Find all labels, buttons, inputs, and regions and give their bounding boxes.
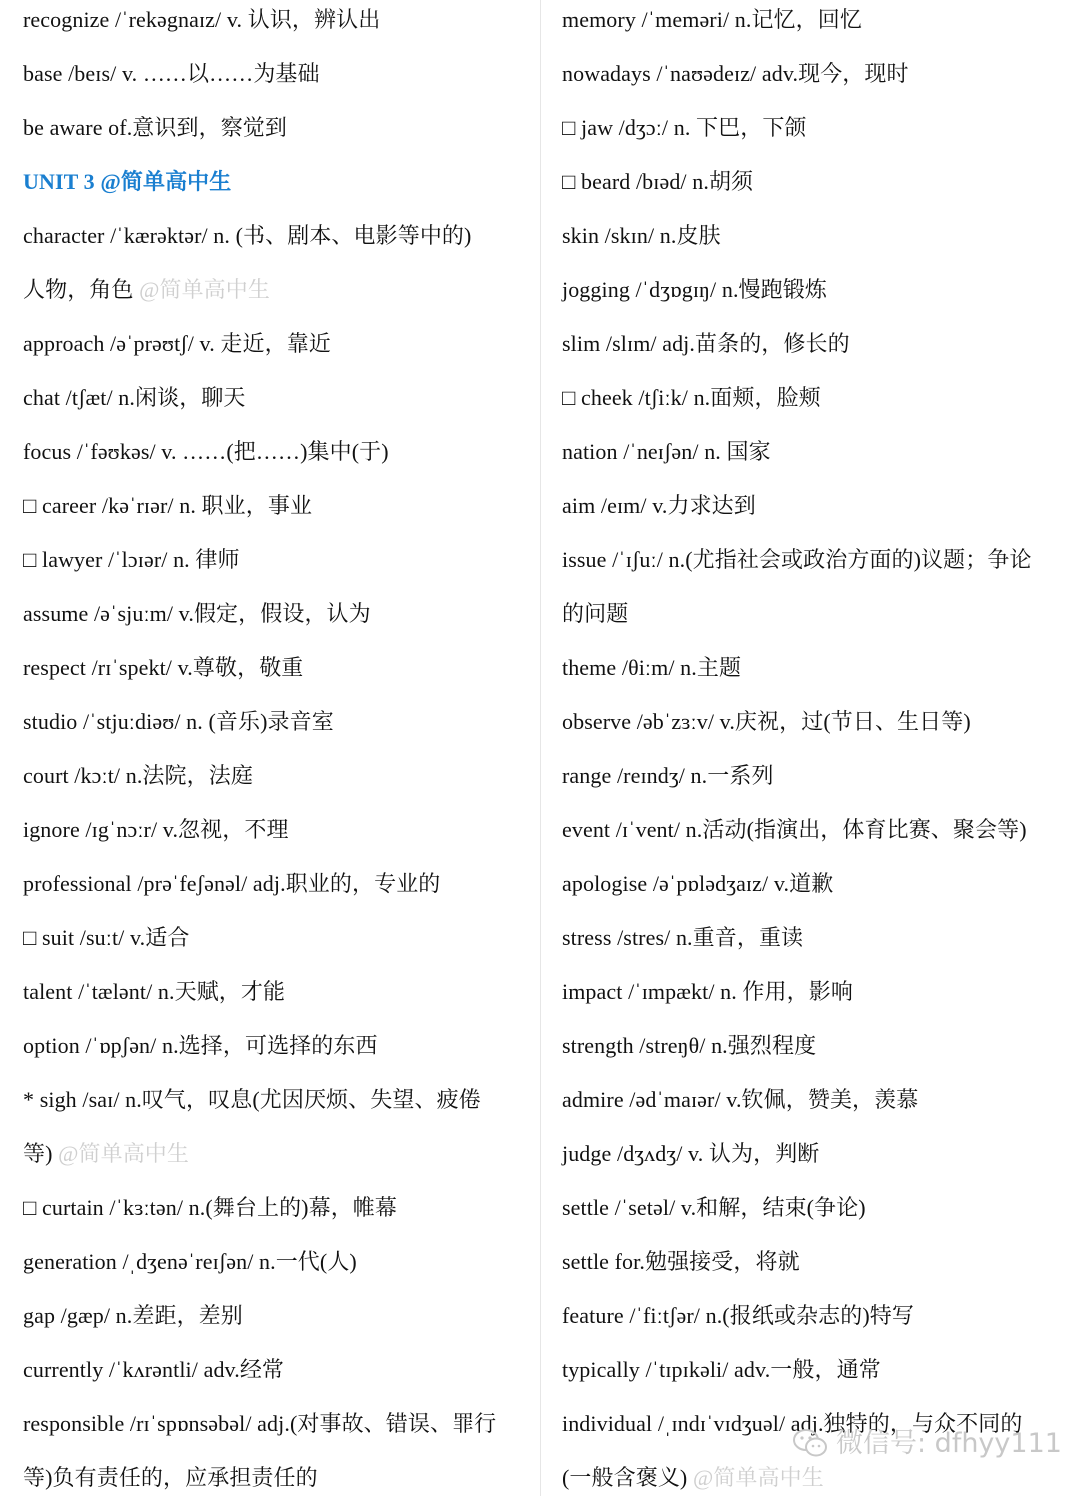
vocab-entry (23, 1188, 397, 1228)
vocab-entry-text: issue /ˈɪʃuː/ n.(尤指社会或政治方面的)议题；争论 (562, 547, 1032, 572)
vocab-entry-text: approach /əˈprəʊtʃ/ v. 走近，靠近 (23, 331, 331, 356)
vocab-entry (23, 1080, 481, 1120)
vocab-entry (562, 810, 1027, 850)
vocab-entry-text: base /beɪs/ v. ……以……为基础 (23, 61, 320, 86)
vocab-entry (562, 162, 753, 202)
vocab-entry (23, 1350, 284, 1390)
vocab-entry (562, 0, 862, 40)
vocab-entry (23, 540, 240, 580)
vocab-entry-text: feature /ˈfiːtʃər/ n.(报纸或杂志的)特写 (562, 1303, 914, 1328)
vocab-entry (562, 432, 771, 472)
vocab-entry-text: event /ɪˈvent/ n.活动(指演出，体育比赛、聚会等) (562, 817, 1027, 842)
vocab-entry (562, 1458, 824, 1498)
vocab-entry-text: □ lawyer /ˈlɔɪər/ n. 律师 (23, 547, 240, 572)
vocab-entry (23, 432, 389, 472)
vocab-entry-text: □ jaw /dʒɔː/ n. 下巴，下颌 (562, 115, 807, 140)
vocab-entry-text: stress /stres/ n.重音，重读 (562, 925, 804, 950)
vocab-entry (562, 378, 821, 418)
vocab-entry (23, 486, 312, 526)
vocab-entry (562, 972, 853, 1012)
vocab-entry-text: recognize /ˈrekəgnaɪz/ v. 认识，辨认出 (23, 7, 381, 32)
vocab-entry (23, 54, 320, 94)
vocab-entry (23, 1026, 378, 1066)
vocab-entry (23, 216, 471, 256)
column-divider (540, 0, 541, 1496)
vocab-entry (23, 270, 270, 310)
vocab-entry-text: admire /ədˈmaɪər/ v.钦佩，赞美，羡慕 (562, 1087, 919, 1112)
vocab-entry-text: 的问题 (562, 601, 629, 626)
vocab-entry (562, 1350, 881, 1390)
vocab-entry-text: □ career /kəˈrɪər/ n. 职业，事业 (23, 493, 313, 518)
watermark-text: @简单高中生 (58, 1141, 190, 1166)
vocab-entry (562, 1134, 819, 1174)
vocab-entry (23, 0, 380, 40)
vocab-entry-text: apologise /əˈpɒlədʒaɪz/ v.道歉 (562, 871, 834, 896)
vocab-entry (23, 918, 189, 958)
vocab-entry-text: be aware of.意识到，察觉到 (23, 115, 287, 140)
wechat-watermark (792, 1422, 1062, 1466)
vocab-entry-text: judge /dʒʌdʒ/ v. 认为，判断 (562, 1141, 820, 1166)
vocab-entry (23, 648, 303, 688)
vocab-entry (23, 378, 246, 418)
vocab-entry (23, 1134, 189, 1174)
vocab-entry-text: □ curtain /ˈkɜːtən/ n.(舞台上的)幕，帷幕 (23, 1195, 397, 1220)
vocab-entry-text: strength /streŋθ/ n.强烈程度 (562, 1033, 817, 1058)
vocab-entry-text: * sigh /saɪ/ n.叹气，叹息(尤因厌烦、失望、疲倦 (23, 1087, 481, 1112)
vocab-entry-text: typically /ˈtɪpɪkəli/ adv.一般，通常 (562, 1357, 881, 1382)
vocab-entry-text: slim /slɪm/ adj.苗条的，修长的 (562, 331, 850, 356)
watermark-text: @简单高中生 (692, 1465, 824, 1490)
vocab-entry (562, 594, 628, 634)
vocab-entry (23, 972, 285, 1012)
vocab-entry-text: observe /əbˈzɜːv/ v.庆祝，过(节日、生日等) (562, 709, 971, 734)
vocab-entry (23, 1458, 318, 1498)
vocab-entry (562, 1188, 866, 1228)
vocab-entry (562, 270, 827, 310)
vocab-entry-text: impact /ˈɪmpækt/ n. 作用，影响 (562, 979, 853, 1004)
vocab-entry-text: ignore /ɪgˈnɔːr/ v.忽视，不理 (23, 817, 289, 842)
vocab-entry-text: jogging /ˈdʒɒgɪŋ/ n.慢跑锻炼 (562, 277, 827, 302)
vocab-entry (562, 1026, 816, 1066)
vocab-entry (23, 108, 287, 148)
vocab-entry (23, 1242, 357, 1282)
vocab-entry-text: responsible /rɪˈspɒnsəbəl/ adj.(对事故、错误、罪行 (23, 1411, 497, 1436)
vocab-entry (23, 810, 289, 850)
vocab-entry-text: settle /ˈsetəl/ v.和解，结束(争论) (562, 1195, 866, 1220)
vocab-entry-text: currently /ˈkʌrəntli/ adv.经常 (23, 1357, 285, 1382)
vocab-entry-text: nowadays /ˈnaʊədeɪz/ adv.现今，现时 (562, 61, 909, 86)
vocab-entry (562, 108, 807, 148)
vocab-entry-text: □ beard /bɪəd/ n.胡须 (562, 169, 754, 194)
vocab-entry-text: assume /əˈsjuːm/ v.假定，假设，认为 (23, 601, 371, 626)
vocab-entry-text: memory /ˈmeməri/ n.记忆，回忆 (562, 7, 862, 32)
vocab-entry-text: court /kɔːt/ n.法院，法庭 (23, 763, 253, 788)
vocab-entry (562, 1080, 918, 1120)
vocab-entry (562, 1296, 914, 1336)
vocab-entry (562, 702, 971, 742)
vocab-entry-text: aim /eɪm/ v.力求达到 (562, 493, 756, 518)
vocab-entry-text: (一般含褒义) (562, 1465, 688, 1490)
vocab-entry-text: professional /prəˈfeʃənəl/ adj.职业的，专业的 (23, 871, 441, 896)
vocab-entry-text: □ suit /suːt/ v.适合 (23, 925, 190, 950)
vocab-entry (562, 324, 850, 364)
vocab-entry (562, 918, 803, 958)
vocab-entry (562, 864, 833, 904)
vocab-entry-text: focus /ˈfəʊkəs/ v. ……(把……)集中(于) (23, 439, 389, 464)
vocab-entry (23, 594, 371, 634)
watermark-text: @简单高中生 (139, 277, 270, 302)
vocab-entry-text: 等)负有责任的，应承担责任的 (23, 1465, 318, 1490)
vocab-entry-text: chat /tʃæt/ n.闲谈，聊天 (23, 385, 246, 410)
vocab-entry (562, 1242, 800, 1282)
vocab-entry (23, 1404, 496, 1444)
vocab-entry (23, 756, 253, 796)
vocab-entry-text: option /ˈɒpʃən/ n.选择，可选择的东西 (23, 1033, 378, 1058)
vocab-entry (562, 486, 756, 526)
vocab-entry (562, 648, 741, 688)
vocab-entry-text: talent /ˈtælənt/ n.天赋，才能 (23, 979, 286, 1004)
vocab-entry-text: settle for.勉强接受，将就 (562, 1249, 800, 1274)
vocab-entry-text: 人物，角色 (23, 277, 134, 302)
vocab-entry-text: skin /skɪn/ n.皮肤 (562, 223, 721, 248)
vocab-entry-text: □ cheek /tʃiːk/ n.面颊，脸颊 (562, 385, 821, 410)
vocab-entry-text: 等) (23, 1141, 53, 1166)
vocab-entry (23, 324, 331, 364)
vocab-entry (562, 756, 774, 796)
vocab-entry-text: studio /ˈstjuːdiəʊ/ n. (音乐)录音室 (23, 709, 334, 734)
vocab-entry (23, 702, 334, 742)
vocab-entry-text: individual /ˌɪndɪˈvɪdʒuəl/ adj.独特的，与众不同的 (562, 1411, 1023, 1436)
vocab-entry (562, 54, 909, 94)
vocab-entry-text: range /reɪndʒ/ n.一系列 (562, 763, 774, 788)
vocab-entry-text: nation /ˈneɪʃən/ n. 国家 (562, 439, 771, 464)
vocab-entry (23, 864, 440, 904)
vocab-entry-text: UNIT 3 @简单高中生 (23, 169, 232, 194)
unit-heading (23, 162, 231, 202)
vocab-entry (562, 216, 721, 256)
vocab-entry-text: gap /gæp/ n.差距，差别 (23, 1303, 243, 1328)
vocab-entry (562, 540, 1032, 580)
wechat-id-text: 微信号: dfhyy111 (836, 1428, 1062, 1459)
vocab-entry-text: theme /θiːm/ n.主题 (562, 655, 742, 680)
vocab-entry-text: generation /ˌdʒenəˈreɪʃən/ n.一代(人) (23, 1249, 357, 1274)
vocab-entry-text: character /ˈkærəktər/ n. (书、剧本、电影等中的) (23, 223, 472, 248)
vocab-entry-text: respect /rɪˈspekt/ v.尊敬，敬重 (23, 655, 304, 680)
vocab-entry (23, 1296, 243, 1336)
wechat-icon (792, 1428, 828, 1460)
